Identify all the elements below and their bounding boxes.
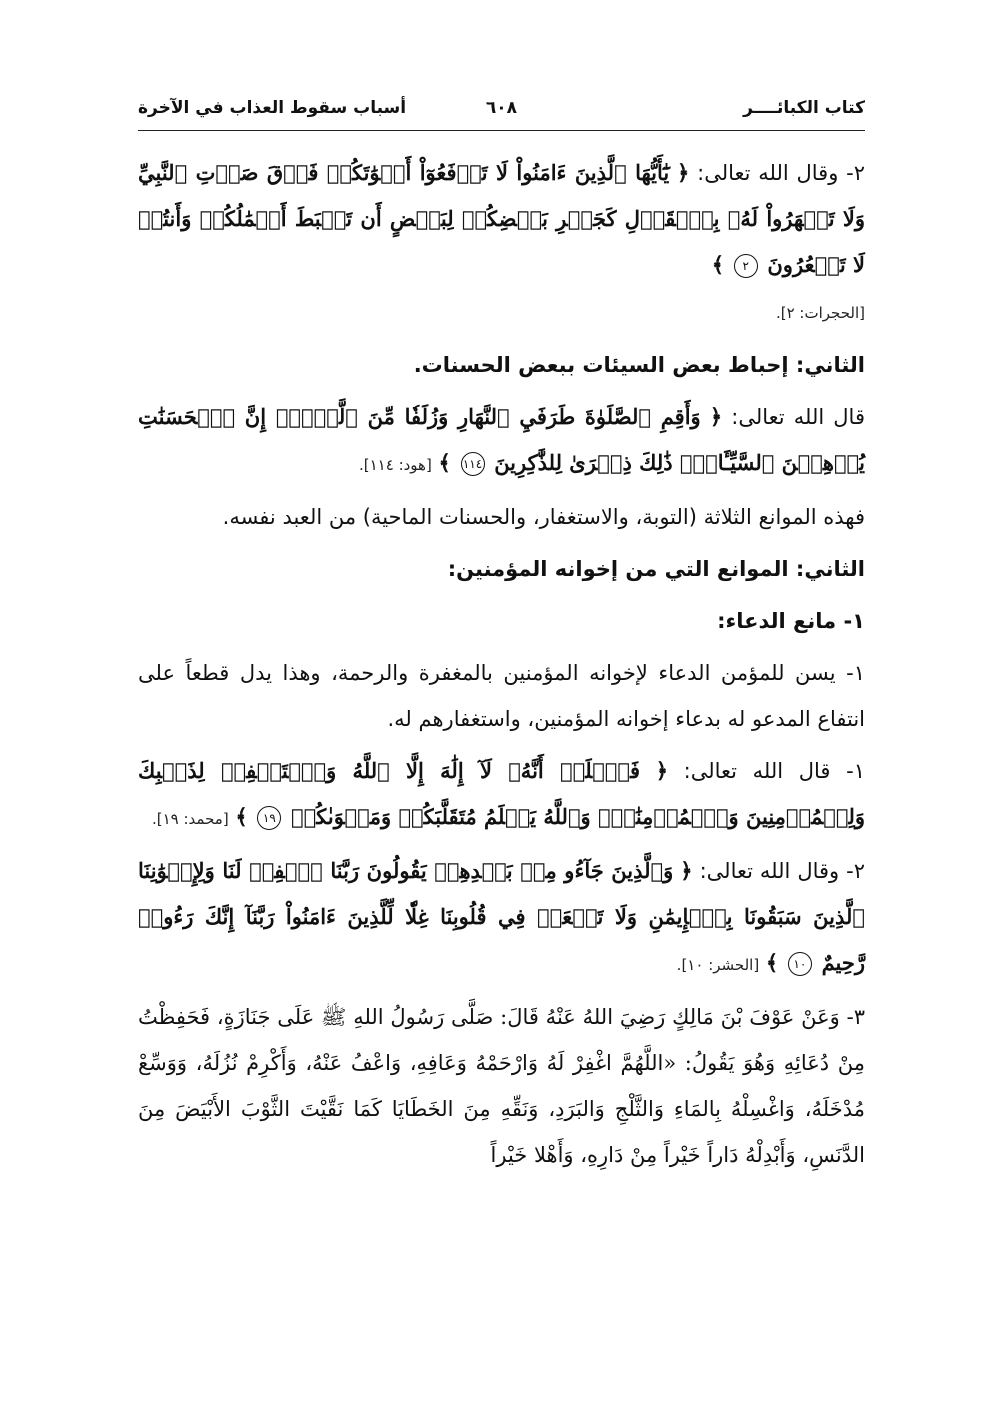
book-title: كتاب الكبائــــر [743, 98, 865, 118]
body-paragraph: فهذه الموانع الثلاثة (التوبة، والاستغفار، والحسنات الماحية) من العبد نفسه. [222, 505, 865, 529]
verse-paragraph [138, 848, 865, 988]
verse-intro: ٢- وقال الله تعالى: [699, 859, 866, 883]
verse-intro: قال الله تعالى: [731, 405, 865, 429]
subsection-heading: ١- مانع الدعاء: [717, 609, 865, 633]
hadith-paragraph: ٣- وَعَنْ عَوْفَ بْنَ مَالِكٍ رَضِيَ اللهُ عَنْهُ قَالَ: صَلَّى رَسُولُ اللهِ ﷺ عَلَى جَنَازَةٍ، فَحَفِظْتُ مِنْ دُعَائِهِ وَهُوَ يَقُولُ: «اللَّهُمَّ اغْفِرْ لَهُ وَارْحَمْهُ وَعَافِهِ، وَاعْفُ عَنْهُ، وَأَكْرِمْ نُزُلَهُ، وَوَسِّعْ مُدْخَلَهُ، وَاغْسِلْهُ بِالمَاءِ وَالثَّلْجِ وَالبَرَدِ، وَنَقِّهِ مِنَ الخَطَايَا كَمَا نَقَّيْتَ الثَّوْبَ الأَبْيَضَ مِنَ الدَّنَسِ، وَأَبْدِلْهُ دَاراً خَيْراً مِنْ دَارِهِ، وَأَهْلا خَيْراً [138, 1005, 865, 1167]
verse-reference: [الحشر: ١٠]. [676, 956, 760, 974]
verse-intro: ٢- وقال الله تعالى: [697, 161, 865, 185]
verse-paragraph [138, 150, 865, 336]
section-heading: الثاني: إحباط بعض السيئات ببعض الحسنات. [413, 353, 865, 377]
verse-close-bracket: ﴾ [438, 450, 451, 475]
verse-reference: [محمد: ١٩]. [151, 810, 229, 828]
body-paragraph: ١- يسن للمؤمن الدعاء لإخوانه المؤمنين بالمغفرة والرحمة، وهذا يدل قطعاً على انتفاع المدعو له بدعاء إخوانه المؤمنين، واستغفارهم له. [138, 661, 865, 731]
verse-paragraph [138, 748, 865, 842]
verse-close-bracket: ﴾ [765, 950, 779, 975]
verse-open-bracket: ﴿ [655, 758, 669, 783]
section-heading: الثاني: الموانع التي من إخوانه المؤمنين: [447, 557, 865, 581]
quran-verse: يَٰٓأَيُّهَا ٱلَّذِينَ ءَامَنُواْ لَا تَرۡفَعُوٓاْ أَصۡوَٰتَكُمۡ فَوۡقَ صَوۡتِ ٱلنَّبِيِّ وَلَا تَجۡهَرُواْ لَهُۥ بِٱلۡقَوۡلِ كَجَهۡرِ بَعۡضِكُمۡ لِبَعۡضٍ أَن تَحۡبَطَ أَعۡمَٰلُكُمۡ وَأَنتُمۡ لَا تَشۡعُرُونَ [138, 160, 865, 277]
ayah-number: ١٩ [257, 806, 281, 830]
ayah-number: ٢ [734, 254, 758, 278]
chapter-title: أسباب سقوط العذاب في الآخرة [138, 98, 407, 118]
verse-reference: [هود: ١١٤]. [359, 456, 432, 474]
verse-open-bracket: ﴿ [677, 160, 690, 185]
verse-open-bracket: ﴿ [680, 858, 693, 883]
verse-close-bracket: ﴾ [711, 252, 724, 277]
verse-intro: ١- قال الله تعالى: [683, 759, 865, 783]
quran-verse: فَٱعۡلَمۡ أَنَّهُۥ لَآ إِلَٰهَ إِلَّا ٱللَّهُ وَٱسۡتَغۡفِرۡ لِذَنۢبِكَ وَلِلۡمُؤۡمِنِينَ وَٱلۡمُؤۡمِنَٰتِۗ وَٱللَّهُ يَعۡلَمُ مُتَقَلَّبَكُمۡ وَمَثۡوَىٰكُمۡ [138, 758, 865, 829]
running-header [138, 98, 865, 126]
verse-paragraph [138, 394, 865, 488]
ayah-number: ١١٤ [461, 452, 485, 476]
header-divider [138, 130, 865, 131]
page-number: ٦٠٨ [485, 98, 518, 118]
verse-open-bracket: ﴿ [709, 404, 723, 429]
verse-reference: [الحجرات: ٢]. [775, 304, 865, 322]
quran-verse: وَٱلَّذِينَ جَآءُو مِنۢ بَعۡدِهِمۡ يَقُولُونَ رَبَّنَا ٱغۡفِرۡ لَنَا وَلِإِخۡوَٰنِنَا ٱلَّذِينَ سَبَقُونَا بِٱلۡإِيمَٰنِ وَلَا تَجۡعَلۡ فِي قُلُوبِنَا غِلّٗا لِّلَّذِينَ ءَامَنُواْ رَبَّنَآ إِنَّكَ رَءُوفٞ رَّحِيمٌ [138, 858, 865, 975]
ayah-number: ١٠ [788, 952, 812, 976]
verse-close-bracket: ﴾ [235, 804, 248, 829]
quran-verse: وَأَقِمِ ٱلصَّلَوٰةَ طَرَفَيِ ٱلنَّهَارِ وَزُلَفٗا مِّنَ ٱلَّيۡلِۚ إِنَّ ٱلۡحَسَنَٰتِ يُذۡهِبۡنَ ٱلسَّيِّـَٔاتِۚ ذَٰلِكَ ذِكۡرَىٰ لِلذَّٰكِرِينَ [138, 404, 865, 475]
page-body [138, 150, 865, 1184]
